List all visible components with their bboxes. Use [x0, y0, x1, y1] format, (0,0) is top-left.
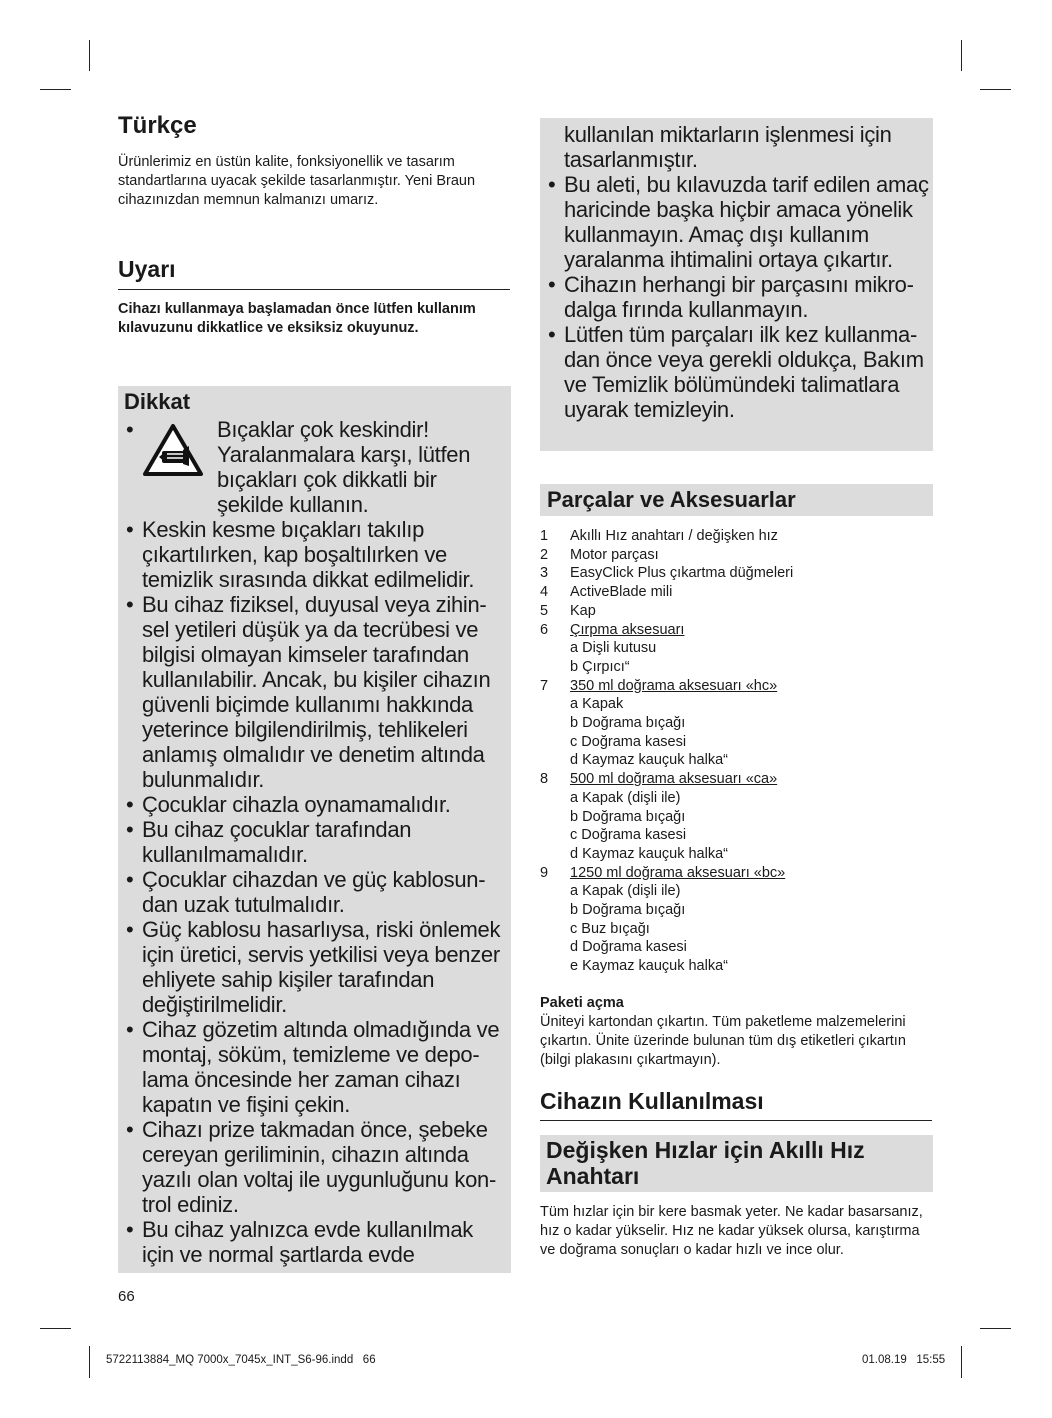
- crop-mark: [89, 1346, 90, 1378]
- parts-heading: Parçalar ve Aksesuarlar: [547, 487, 796, 512]
- blade-warning-text: Bıçaklar çok keskindir! Yaralanmalara karşı, lütfen bıçakları çok dikkatli bir şekilde kullanın.: [217, 417, 471, 517]
- list-item: 3 EasyClick Plus çıkartma düğmeleri: [540, 565, 794, 582]
- list-subitem: a Kapak (dişli ile): [570, 789, 681, 806]
- caution-bullet: • Bu cihaz çocuklar tarafından kullanılmamalıdır.: [118, 817, 510, 867]
- list-subitem: c Doğrama kasesi: [570, 827, 687, 844]
- unpack-heading: Paketi açma: [540, 995, 624, 1011]
- list-subitem: e Kaymaz kauçuk halka“: [570, 958, 728, 975]
- continued-bullet: • Bu aleti, bu kılavuzda tarif edilen amaç haricinde başka hiçbir amaca yönelik kullanmayın. Amaç dışı kullanım yaralanma ihtimalini ortaya çıkartır.: [540, 172, 932, 272]
- list-item: 6 Çırpma aksesuarı: [540, 621, 685, 638]
- caution-bullet: • Cihazı prize takmadan önce, şebeke cereyan geriliminin, cihazın altında yazılı olan voltaj ile uygunluğunu kon-trol ediniz.: [118, 1117, 510, 1217]
- warning-text: Cihazı kullanmaya başlamadan önce lütfen kullanım kılavuzunu dikkatlice ve eksiksiz okuyunuz.: [118, 301, 476, 336]
- parts-heading-box: [540, 484, 933, 516]
- crop-mark: [980, 1328, 1011, 1329]
- list-item: 5 Kap: [540, 602, 596, 619]
- warning-heading: Uyarı: [118, 256, 176, 282]
- crop-mark: [89, 40, 90, 71]
- list-subitem: a Kapak (dişli ile): [570, 883, 681, 900]
- list-subitem: b Doğrama bıçağı: [570, 808, 686, 825]
- list-item: 4 ActiveBlade mili: [540, 584, 673, 601]
- list-item: 2 Motor parçası: [540, 546, 659, 563]
- parts-list: [540, 527, 932, 976]
- list-subitem: c Buz bıçağı: [570, 920, 650, 937]
- crop-mark: [40, 89, 71, 90]
- caution-bullet: • Keskin kesme bıçakları takılıp çıkartılırken, kap boşaltılırken ve temizlik sırasında dikkat edilmelidir.: [118, 517, 510, 592]
- continued-box: [540, 118, 933, 451]
- caution-bullet: • Çocuklar cihazdan ve güç kablosun-dan uzak tutulmalıdır.: [118, 867, 510, 917]
- continued-bullet-list: [540, 172, 932, 422]
- list-item: 9 1250 ml doğrama aksesuarı «bc»: [540, 864, 786, 881]
- continued-bullet: • Lütfen tüm parçaları ilk kez kullanma-dan önce veya gerekli oldukça, Bakım ve Temizlik bölümündeki talimatlara uyarak temizleyin.: [540, 322, 932, 422]
- list-subitem: d Doğrama kasesi: [570, 939, 687, 956]
- caution-heading: Dikkat: [124, 389, 191, 414]
- crop-mark: [961, 40, 962, 71]
- caution-bullet: • Çocuklar cihazla oynamamalıdır.: [118, 792, 510, 817]
- list-subitem: a Dişli kutusu: [570, 640, 657, 657]
- warning-heading-block: [118, 256, 510, 290]
- list-subitem: c Doğrama kasesi: [570, 733, 687, 750]
- caution-box: [118, 386, 511, 1273]
- caution-bullet: • Bu cihaz yalnızca evde kullanılmak için ve normal şartlarda evde: [118, 1217, 510, 1267]
- continued-bullet: • Cihazın herhangi bir parçasını mikro-dalga fırında kullanmayın.: [540, 272, 932, 322]
- list-item: 8 500 ml doğrama aksesuarı «ca»: [540, 771, 778, 788]
- list-item: 1 Akıllı Hız anahtarı / değişken hız: [540, 528, 778, 544]
- speed-text: Tüm hızlar için bir kere basmak yeter. Ne kadar basarsanız, hız o kadar yükselir. Hız ne kadar yüksek olursa, karıştırma ve doğrama sonuçları o kadar hızlı ve ince olur.: [540, 1204, 923, 1258]
- list-subitem: b Çırpıcı“: [570, 658, 630, 675]
- caution-bullet: • Bu cihaz fiziksel, duyusal veya zihin-sel yetileri düşük ya da tecrübesi ve bilgisi olmayan kimseler tarafından kullanılabilir. Ancak, bu kişiler cihazın güvenli biçimde kullanımı hakkında yeterince bilgilendirilmiş, tehlikeleri anlamış olmalıdır ve denetim altında bulunmalıdır.: [118, 592, 510, 792]
- continued-text: kullanılan miktarların işlenmesi için tasarlanmıştır.: [564, 122, 892, 172]
- unpack-text: Üniteyi kartondan çıkartın. Tüm paketleme malzemelerini çıkartın. Ünite üzerinde bulunan tüm dış etiketleri çıkartın (bilgi plakasını çıkartmayın).: [540, 1014, 906, 1068]
- crop-mark: [961, 1346, 962, 1378]
- page-number: 66: [118, 1288, 135, 1305]
- caution-bullet-list: [118, 517, 510, 1267]
- list-subitem: d Kaymaz kauçuk halka“: [570, 752, 728, 769]
- hand-blade-warning-icon: [143, 424, 203, 476]
- list-item: 7 350 ml doğrama aksesuarı «hc»: [540, 677, 778, 694]
- footer-file: 5722113884_MQ 7000x_7045x_INT_S6-96.indd 66: [106, 1354, 376, 1366]
- caution-bullet: • Güç kablosu hasarlıysa, riski önlemek için üretici, servis yetkilisi veya benzer ehliyete sahip kişiler tarafından değiştirilmelidir.: [118, 917, 510, 1017]
- speed-heading-box: [540, 1135, 933, 1192]
- usage-heading: Cihazın Kullanılması: [540, 1088, 764, 1114]
- intro-text: Ürünlerimiz en üstün kalite, fonksiyonellik ve tasarım standartlarına uyacak şekilde tasarlanmıştır. Yeni Braun cihazınızdan memnun kalmanızı umarız.: [118, 154, 476, 208]
- caution-bullet: • Cihaz gözetim altında olmadığında ve montaj, söküm, temizleme ve depo-lama öncesinde her zaman cihazı kapatın ve fişini çekin.: [118, 1017, 510, 1117]
- page-title: Türkçe: [118, 112, 197, 139]
- footer-date: 01.08.19 15:55: [862, 1354, 946, 1366]
- speed-heading: Değişken Hızlar için Akıllı Hız Anahtarı: [546, 1137, 865, 1189]
- list-subitem: b Doğrama bıçağı: [570, 902, 686, 919]
- list-subitem: a Kapak: [570, 696, 624, 713]
- list-subitem: b Doğrama bıçağı: [570, 715, 686, 732]
- crop-mark: [40, 1328, 71, 1329]
- bullet-dot: •: [126, 417, 134, 442]
- crop-mark: [980, 89, 1011, 90]
- usage-heading-block: [540, 1088, 932, 1121]
- list-subitem: d Kaymaz kauçuk halka“: [570, 845, 728, 862]
